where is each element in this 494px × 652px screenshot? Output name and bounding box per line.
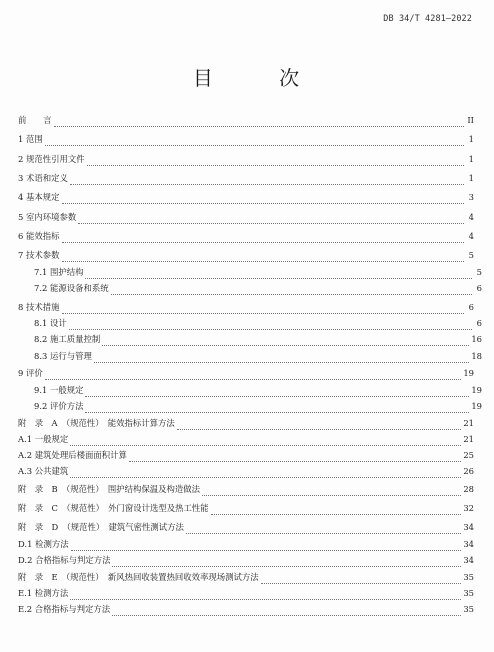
toc-entry-page: 21 [463, 434, 474, 444]
toc-entry[interactable] [26, 332, 482, 346]
toc-entry-label: 前 言 [18, 115, 52, 125]
dot-leader [62, 303, 465, 314]
toc-entry[interactable] [26, 349, 482, 363]
toc-entry-page: 34 [463, 555, 474, 565]
toc-entry-label: 附 录 A （规范性） 能效指标计算方法 [18, 418, 175, 428]
toc-entry[interactable] [18, 248, 474, 262]
dot-leader [62, 193, 465, 204]
toc-entry-page: 34 [463, 539, 474, 549]
dot-leader [177, 419, 462, 430]
dot-leader [261, 573, 462, 584]
dot-leader [71, 540, 462, 551]
toc-entry-label: D.1 检测方法 [18, 539, 69, 549]
toc-entry-page: 32 [463, 503, 474, 513]
toc-entry[interactable] [26, 316, 482, 330]
toc-entry[interactable] [26, 281, 482, 295]
dot-leader [112, 605, 461, 616]
toc-entry[interactable] [18, 448, 474, 462]
dot-leader [85, 268, 472, 279]
toc-entry[interactable] [18, 229, 474, 243]
toc-entry-label: 8.3 运行与管理 [34, 351, 92, 361]
toc-entry-page: 35 [463, 604, 474, 614]
toc-entry-page: II [467, 115, 474, 125]
dot-leader [78, 213, 464, 224]
toc-entry-page: 25 [463, 450, 474, 460]
dot-leader [111, 284, 472, 295]
toc-entry-page: 21 [463, 418, 474, 428]
toc-entry[interactable] [18, 501, 474, 515]
toc-entry-page: 28 [463, 484, 474, 494]
toc-entry-label: 9 评价 [18, 368, 43, 378]
toc-entry-page: 16 [471, 334, 482, 344]
dot-leader [45, 135, 464, 146]
standard-code: DB 34/T 4281—2022 [383, 14, 472, 24]
toc-entry-label: 8 技术措施 [18, 302, 60, 312]
toc-entry[interactable] [18, 190, 474, 204]
toc-entry-page: 19 [463, 368, 474, 378]
toc-entry-label: 9.1 一般规定 [34, 385, 84, 395]
toc-entry[interactable] [18, 464, 474, 478]
toc-entry-label: 8.2 施工质量控制 [34, 334, 101, 344]
toc-entry[interactable] [18, 482, 474, 496]
toc-entry-label: 附 录 E （规范性） 新风热回收装置热回收效率现场测试方法 [18, 572, 259, 582]
toc-entry-label: E.1 检测方法 [18, 588, 69, 598]
dot-leader [94, 352, 469, 363]
toc-entry[interactable] [26, 383, 482, 397]
toc-entry[interactable] [26, 399, 482, 413]
toc-entry-page: 19 [471, 385, 482, 395]
toc-entry-page: 1 [468, 134, 474, 144]
toc-entry-page: 5 [476, 267, 482, 277]
toc-entry[interactable] [18, 171, 474, 185]
toc-entry-label: 8.1 设计 [34, 318, 67, 328]
toc-entry-label: 7.1 围护结构 [34, 267, 84, 277]
page-title: 目 次 [192, 66, 330, 90]
toc-entry-page: 5 [468, 250, 474, 260]
toc-entry-page: 35 [463, 588, 474, 598]
dot-leader [102, 335, 469, 346]
toc-entry[interactable] [26, 265, 482, 279]
toc-entry-page: 34 [463, 522, 474, 532]
toc-entry[interactable] [18, 586, 474, 600]
toc-entry-label: 3 术语和定义 [18, 173, 68, 183]
dot-leader [211, 504, 462, 515]
dot-leader [85, 402, 469, 413]
toc-entry-label: A.1 一般规定 [18, 434, 69, 444]
toc-entry-label: 7 技术参数 [18, 250, 60, 260]
dot-leader [62, 251, 465, 262]
dot-leader [62, 232, 465, 243]
toc-entry[interactable] [18, 300, 474, 314]
toc-entry-label: 9.2 评价方法 [34, 401, 84, 411]
toc-entry-label: A.2 建筑处理后楼面面积计算 [18, 450, 127, 460]
toc-entry[interactable] [18, 570, 474, 584]
dot-leader [70, 589, 461, 600]
toc-entry[interactable] [18, 520, 474, 534]
toc-entry[interactable] [18, 132, 474, 146]
dot-leader [85, 386, 469, 397]
toc-entry-page: 6 [476, 283, 482, 293]
toc-entry-label: 6 能效指标 [18, 231, 60, 241]
toc-entry-page: 35 [463, 572, 474, 582]
toc-entry-label: 2 规范性引用文件 [18, 154, 85, 164]
toc-entry-label: 1 范围 [18, 134, 43, 144]
dot-leader [70, 435, 461, 446]
toc-entry-label: 5 室内环境参数 [18, 212, 77, 222]
toc-entry-page: 6 [476, 318, 482, 328]
toc-entry-page: 18 [471, 351, 482, 361]
toc-entry-label: D.2 合格指标与判定方法 [18, 555, 111, 565]
toc-entry-page: 3 [468, 192, 474, 202]
dot-leader [69, 319, 472, 330]
toc-entry-page: 26 [463, 466, 474, 476]
toc-entry-label: A.3 公共建筑 [18, 466, 69, 476]
dot-leader [112, 556, 461, 567]
toc-entry-page: 4 [468, 212, 474, 222]
dot-leader [70, 467, 461, 478]
toc-entry-page: 4 [468, 231, 474, 241]
dot-leader [186, 523, 462, 534]
toc-entry[interactable] [18, 553, 474, 567]
toc-entry[interactable] [18, 152, 474, 166]
toc-entry-page: 1 [468, 154, 474, 164]
toc-entry-label: 附 录 B （规范性） 围护结构保温及构造做法 [18, 484, 201, 494]
toc-entry-label: 4 基本规定 [18, 192, 60, 202]
toc-entry-label: 附 录 C （规范性） 外门窗设计选型及热工性能 [18, 503, 209, 513]
dot-leader [45, 369, 462, 380]
toc-entry-page: 6 [468, 302, 474, 312]
dot-leader [129, 451, 462, 462]
toc-entry[interactable] [18, 602, 474, 616]
toc-entry[interactable] [18, 366, 474, 380]
toc-entry[interactable] [18, 416, 474, 430]
toc-entry[interactable] [18, 113, 474, 127]
dot-leader [54, 116, 465, 127]
toc-entry-page: 1 [468, 173, 474, 183]
toc-entry[interactable] [18, 432, 474, 446]
dot-leader [202, 485, 461, 496]
dot-leader [87, 155, 464, 166]
toc-entry[interactable] [18, 537, 474, 551]
dot-leader [70, 174, 464, 185]
toc-entry-label: E.2 合格指标与判定方法 [18, 604, 111, 614]
toc-entry-page: 19 [471, 401, 482, 411]
toc-entry[interactable] [18, 210, 474, 224]
toc-entry-label: 附 录 D （规范性） 建筑气密性测试方法 [18, 522, 184, 532]
toc-entry-label: 7.2 能源设备和系统 [34, 283, 109, 293]
